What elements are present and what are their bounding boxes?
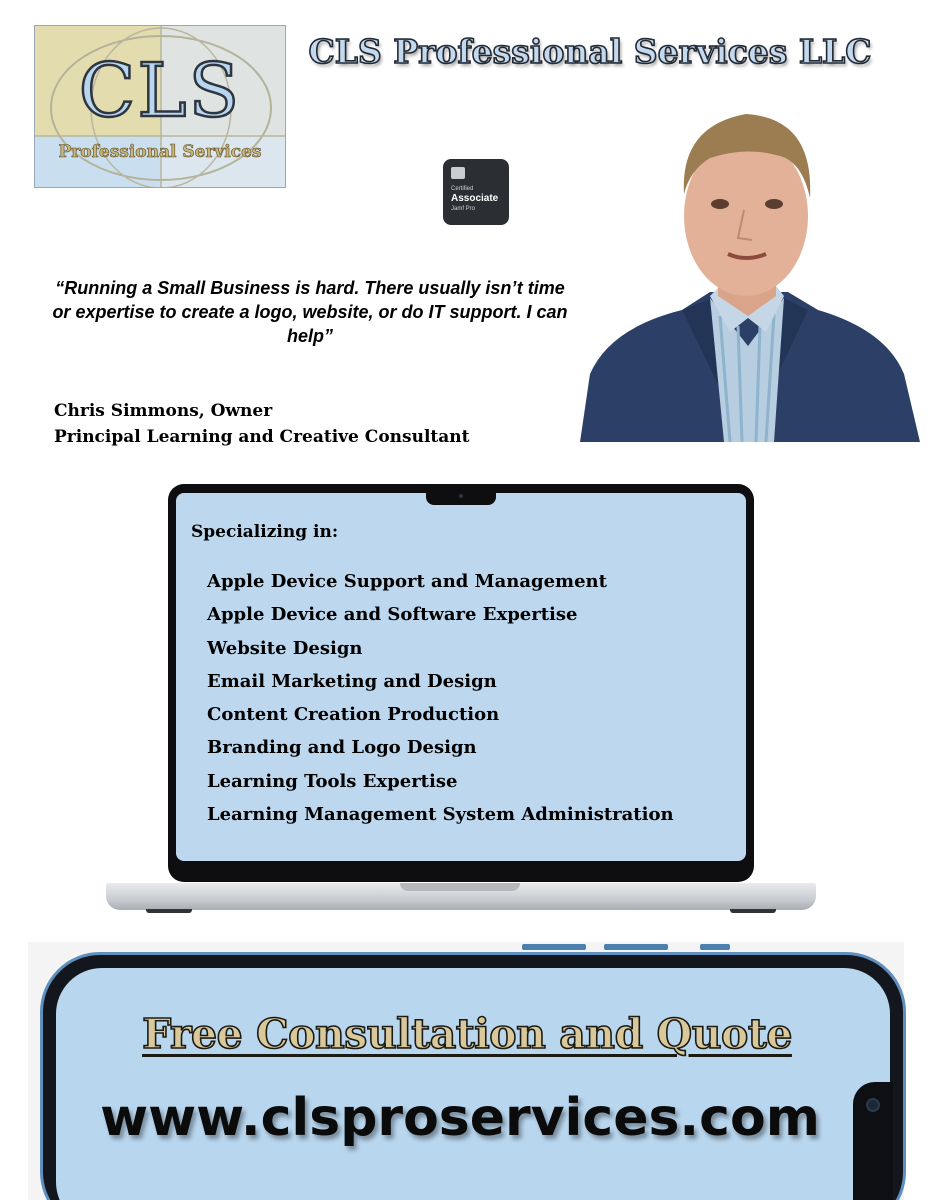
list-item: Learning Tools Expertise (207, 770, 458, 792)
company-logo (34, 25, 286, 188)
owner-portrait (570, 106, 924, 442)
list-item: Email Marketing and Design (207, 670, 497, 692)
badge-line2: Associate (451, 193, 499, 204)
page-title: CLS Professional Services LLC (308, 32, 872, 71)
list-item: Apple Device and Software Expertise (207, 604, 578, 626)
badge-line1: Certified (451, 186, 474, 192)
laptop-camera (459, 494, 463, 498)
website-url: www.clsproservices.com (100, 1088, 820, 1148)
laptop-lip (400, 883, 520, 891)
owner-info (54, 398, 470, 450)
owner-quote: “Running a Small Business is hard. There usually isn’t time or expertise to create a logo, website, or do IT support. I can help” (52, 278, 568, 346)
list-item: Content Creation Production (207, 704, 500, 726)
phone-side-button (604, 944, 668, 950)
camera-icon (866, 1098, 880, 1112)
list-item: Branding and Logo Design (207, 737, 477, 759)
specializing-heading: Specializing in: (191, 522, 339, 542)
jamf-certified-badge (443, 159, 509, 225)
phone-screen (56, 968, 890, 1200)
owner-role: Principal Learning and Creative Consultant (54, 427, 470, 447)
laptop-foot-right (730, 909, 776, 913)
badge-line3: Jamf Pro (451, 206, 476, 212)
free-consultation-heading: Free Consultation and Quote (142, 1010, 792, 1058)
owner-name: Chris Simmons, Owner (54, 401, 273, 421)
phone-side-button (700, 944, 730, 950)
laptop-foot-left (146, 909, 192, 913)
list-item: Learning Management System Administration (207, 804, 674, 826)
logo-letters: CLS (78, 48, 242, 134)
list-item: Website Design (207, 637, 363, 659)
jamf-icon (451, 167, 465, 179)
specializing-list (207, 565, 674, 831)
phone-side-button (522, 944, 586, 950)
list-item: Apple Device Support and Management (207, 571, 607, 592)
logo-subtitle: Professional Services (58, 142, 262, 162)
